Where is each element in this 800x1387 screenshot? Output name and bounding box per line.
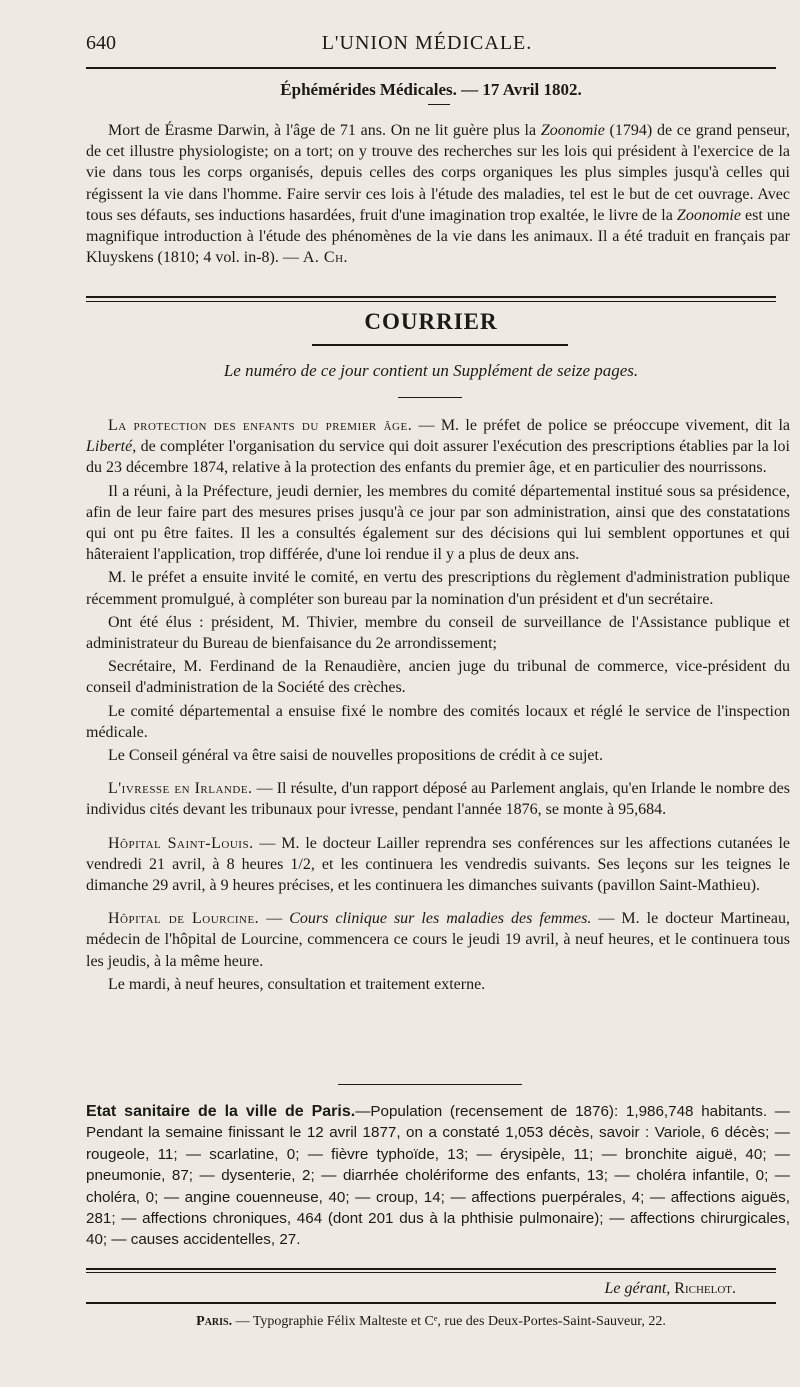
paragraph-secretaire: Secrétaire, M. Ferdinand de la Renaudière, ancien juge du tribunal de commerce, vice-président du conseil d'administration de la Société des crèches. — [86, 658, 790, 697]
page-number: 640 — [86, 32, 116, 54]
printer-line — [86, 1314, 776, 1330]
supplement-notice: Le numéro de ce jour contient un Supplément de seize pages. — [223, 361, 639, 380]
paragraph-comite: Le comité départemental a ensuise fixé le nombre des comités locaux et réglé le service de l'inspection médicale. — [86, 702, 790, 741]
page-header — [86, 30, 768, 64]
paragraph-prefecture: Il a réuni, à la Préfecture, jeudi dernier, les membres du comité départemental institué sous sa présidence, afin de leur faire part des mesures prises jusqu'à ce jour par son administration, ainsi que des constatations qui ont pu être faites. Il les a consultés également sur des décisions qui lui semblent opportunes et qui hâteraient l'application, trop différée, d'une loi rendue il y a plus de deux ans. — [86, 482, 790, 564]
ephemerides-title: Éphémérides Médicales. — 17 Avril 1802. — [280, 80, 582, 99]
courrier-rule-top — [86, 296, 776, 298]
article-hopital-saint-louis: Hôpital Saint-Louis. — M. le docteur Lailler reprendra ses conférences sur les affections cutanées le vendredi 21 avril, à 8 heures 1/2, et les continuera les vendredis suivants. Ses leçons sur les teignes le dimanche 29 avril, à 9 heures précises, et les continuera les dimanches suivants (pavillon Saint-Mathieu). — [86, 834, 790, 895]
running-head: L'UNION MÉDICALE. — [321, 32, 533, 54]
article-ivresse-irlande: L'ivresse en Irlande. — Il résulte, d'un rapport déposé au Parlement anglais, qu'en Irlande le nombre des individus cités devant les tribunaux pour ivresse, pendant l'année 1876, se monte à 95,684. — [86, 780, 791, 819]
footer-rule-top — [86, 1268, 776, 1270]
paragraph-conseil: Le Conseil général va être saisi de nouvelles propositions de crédit à ce sujet. — [108, 747, 603, 765]
footer-rule-top-thin — [86, 1272, 776, 1273]
paragraph-elus: Ont été élus : président, M. Thivier, membre du conseil de surveillance de l'Assistance publique et administrateur du Bureau de bienfaisance du 2e arrondissement; — [86, 613, 790, 653]
header-rule — [86, 67, 776, 69]
article-heading: L'ivresse en Irlande. — [108, 780, 253, 798]
courrier-title: COURRIER — [364, 309, 498, 334]
courrier-title-rule — [312, 344, 568, 346]
sanitaire-text: —Population (recensement de 1876): 1,986,748 habitants. — Pendant la semaine finissant le 12 avril 1877, on a constaté 1,053 décès, savoir : Variole, 6 décès; — rougeole, 11; — scarlatine, 0; — fièvre typhoïde, 13; — érysipèle, 11; — bronchite aiguë, 40; — pneumonie, 87; — dysenterie, 2; — diarrhée cholériforme des enfants, 13; — choléra infantile, 0; — choléra, 0; — angine couenneuse, 40; — croup, 14; — affections puerpérales, 4; — affections aiguës, 281; — affections chroniques, 464 (dont 201 dus à la phthisie pulmonaire); — affections chirurgicales, 40; — causes accidentelles, 27. — [86, 1103, 790, 1249]
printer-text: — Typographie Félix Malteste et Cᵉ, rue des Deux-Portes-Saint-Sauveur, 22. — [232, 1314, 666, 1329]
signature-name: Richelot. — [674, 1280, 736, 1297]
article-heading: Hôpital de Lourcine. — [108, 910, 260, 928]
footer-rule-bottom — [86, 1302, 776, 1304]
article-protection-enfants: La protection des enfants du premier âge. — M. le préfet de police se préoccupe vivement, dit la Liberté, de compléter l'organisation du service qui doit assurer l'exécution des prescriptions établies par la loi du 23 décembre 1874, relative à la protection des enfants du premier âge, et en particulier des nourrissons. — [86, 417, 790, 477]
etat-sanitaire — [86, 1101, 790, 1251]
supplement-rule — [398, 397, 462, 398]
sanitaire-title: Etat sanitaire de la ville de Paris. — [86, 1103, 356, 1120]
article-heading: Hôpital Saint-Louis. — [108, 834, 254, 852]
courrier-rule-top-thin — [86, 301, 776, 302]
courrier-text — [86, 415, 790, 997]
ephemerides-author: A. Ch. — [302, 249, 349, 267]
article-heading: La protection des enfants du premier âge. — [108, 417, 413, 434]
article-hopital-lourcine: Hôpital de Lourcine. — Cours clinique sur les maladies des femmes. — M. le docteur Martineau, médecin de l'hôpital de Lourcine, commencera ce cours le jeudi 19 avril, à neuf heures, et le continuera tous les jeudis, à la même heure. — [86, 910, 791, 970]
paragraph-prefet-invite: M. le préfet a ensuite invité le comité, en vertu des prescriptions du règlement d'administration publique récemment promulgué, à compléter son bureau par la nomination d'un président et d'un secrétaire. — [86, 569, 790, 608]
signature-label: Le gérant, — [604, 1280, 671, 1297]
sanitaire-divider — [338, 1084, 522, 1085]
signature — [605, 1280, 737, 1298]
ephemerides-text — [86, 120, 790, 270]
ephemerides-paragraph: Mort de Érasme Darwin, à l'âge de 71 ans. On ne lit guère plus la Zoonomie (1794) de ce grand penseur, de cet illustre physiologiste; on a tort; on y trouve des recherches sur les lois qui président à l'exercice de la vie dans tous les corps organisés, depuis celles des corps organiques les plus simples jusqu'à celles qui régissent la vie dans l'homme. Faire servir ces lois à l'étude des maladies, tel est le but de cet ouvrage. Avec tous ses défauts, ses inductions hasardées, fruit d'une imagination trop exaltée, le livre de la Zoonomie est une magnifique introduction à l'étude des phénomènes de la vie dans les animaux. Il a été traduit en français par Kluyskens (1810; 4 vol. in-8). — A. Ch. — [86, 122, 791, 267]
paragraph-mardi: Le mardi, à neuf heures, consultation et traitement externe. — [108, 975, 486, 993]
printer-city: Paris. — [196, 1314, 233, 1329]
ephemerides-title-rule — [428, 104, 450, 105]
